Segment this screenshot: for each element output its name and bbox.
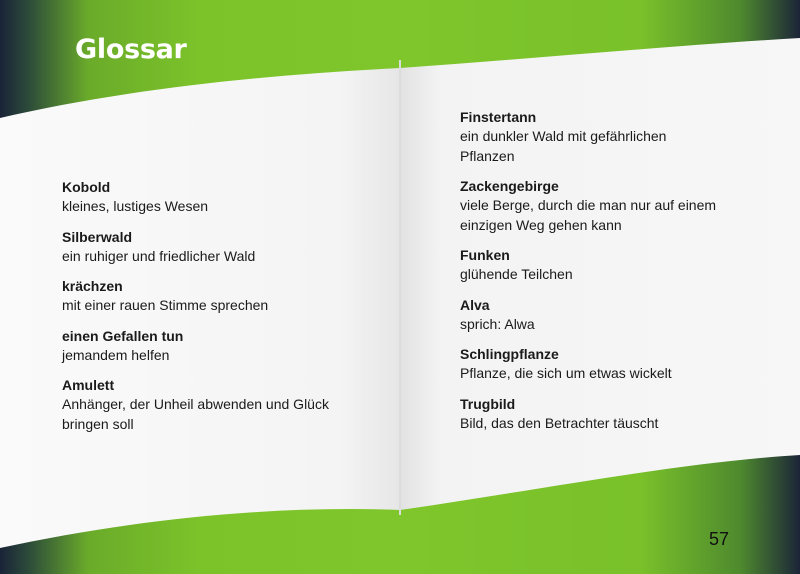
glossary-entry: [62, 375, 382, 434]
glossary-term: Schlingpflanze: [460, 346, 559, 362]
glossary-definition: jemandem helfen: [62, 346, 170, 363]
glossary-definition: viele Berge, durch die man nur auf einem einzigen Weg gehen kann: [460, 197, 717, 233]
glossary-term: Kobold: [62, 179, 111, 195]
glossary-term: Alva: [460, 296, 490, 313]
page-title: Glossar: [75, 34, 187, 65]
glossary-definition: Pflanze, die sich um etwas wickelt: [460, 365, 672, 381]
glossary-entry: [62, 227, 382, 267]
glossary-definition: mit einer rauen Stimme sprechen: [62, 297, 269, 313]
glossary-entry: [460, 176, 760, 235]
glossary-entry: [460, 344, 760, 384]
glossary-definition: Anhänger, der Unheil abwenden und Glück bringen soll: [62, 396, 329, 432]
glossary-definition: Bild, das den Betrachter täuscht: [460, 414, 659, 431]
glossary-definition: glühende Teilchen: [460, 266, 573, 282]
glossary-definition: ein ruhiger und friedlicher Wald: [62, 247, 256, 264]
glossary-entry: [62, 326, 382, 366]
glossary-entry: [460, 295, 760, 335]
glossary-term: Amulett: [62, 377, 115, 393]
glossary-column-right: [460, 107, 760, 443]
glossary-entry: [62, 276, 382, 316]
glossary-term: krächzen: [62, 278, 123, 294]
glossary-entry: [460, 107, 760, 166]
glossary-column-left: [62, 177, 382, 444]
glossary-definition: sprich: Alwa: [460, 315, 535, 332]
glossary-term: Funken: [460, 247, 510, 263]
glossary-definition: ein dunkler Wald mit gefährlichen Pflanzen: [460, 128, 667, 164]
glossary-definition: kleines, lustiges Wesen: [62, 198, 209, 214]
glossary-entry: [460, 394, 760, 434]
glossary-entry: [62, 177, 382, 217]
glossary-entry: [460, 245, 760, 285]
glossary-term: Zackengebirge: [460, 178, 559, 194]
glossary-term: Finstertann: [460, 109, 537, 125]
glossary-term: Silberwald: [62, 228, 133, 245]
glossary-term: Trugbild: [460, 395, 516, 412]
page-number: 57: [709, 529, 730, 549]
glossary-term: einen Gefallen tun: [62, 327, 184, 344]
